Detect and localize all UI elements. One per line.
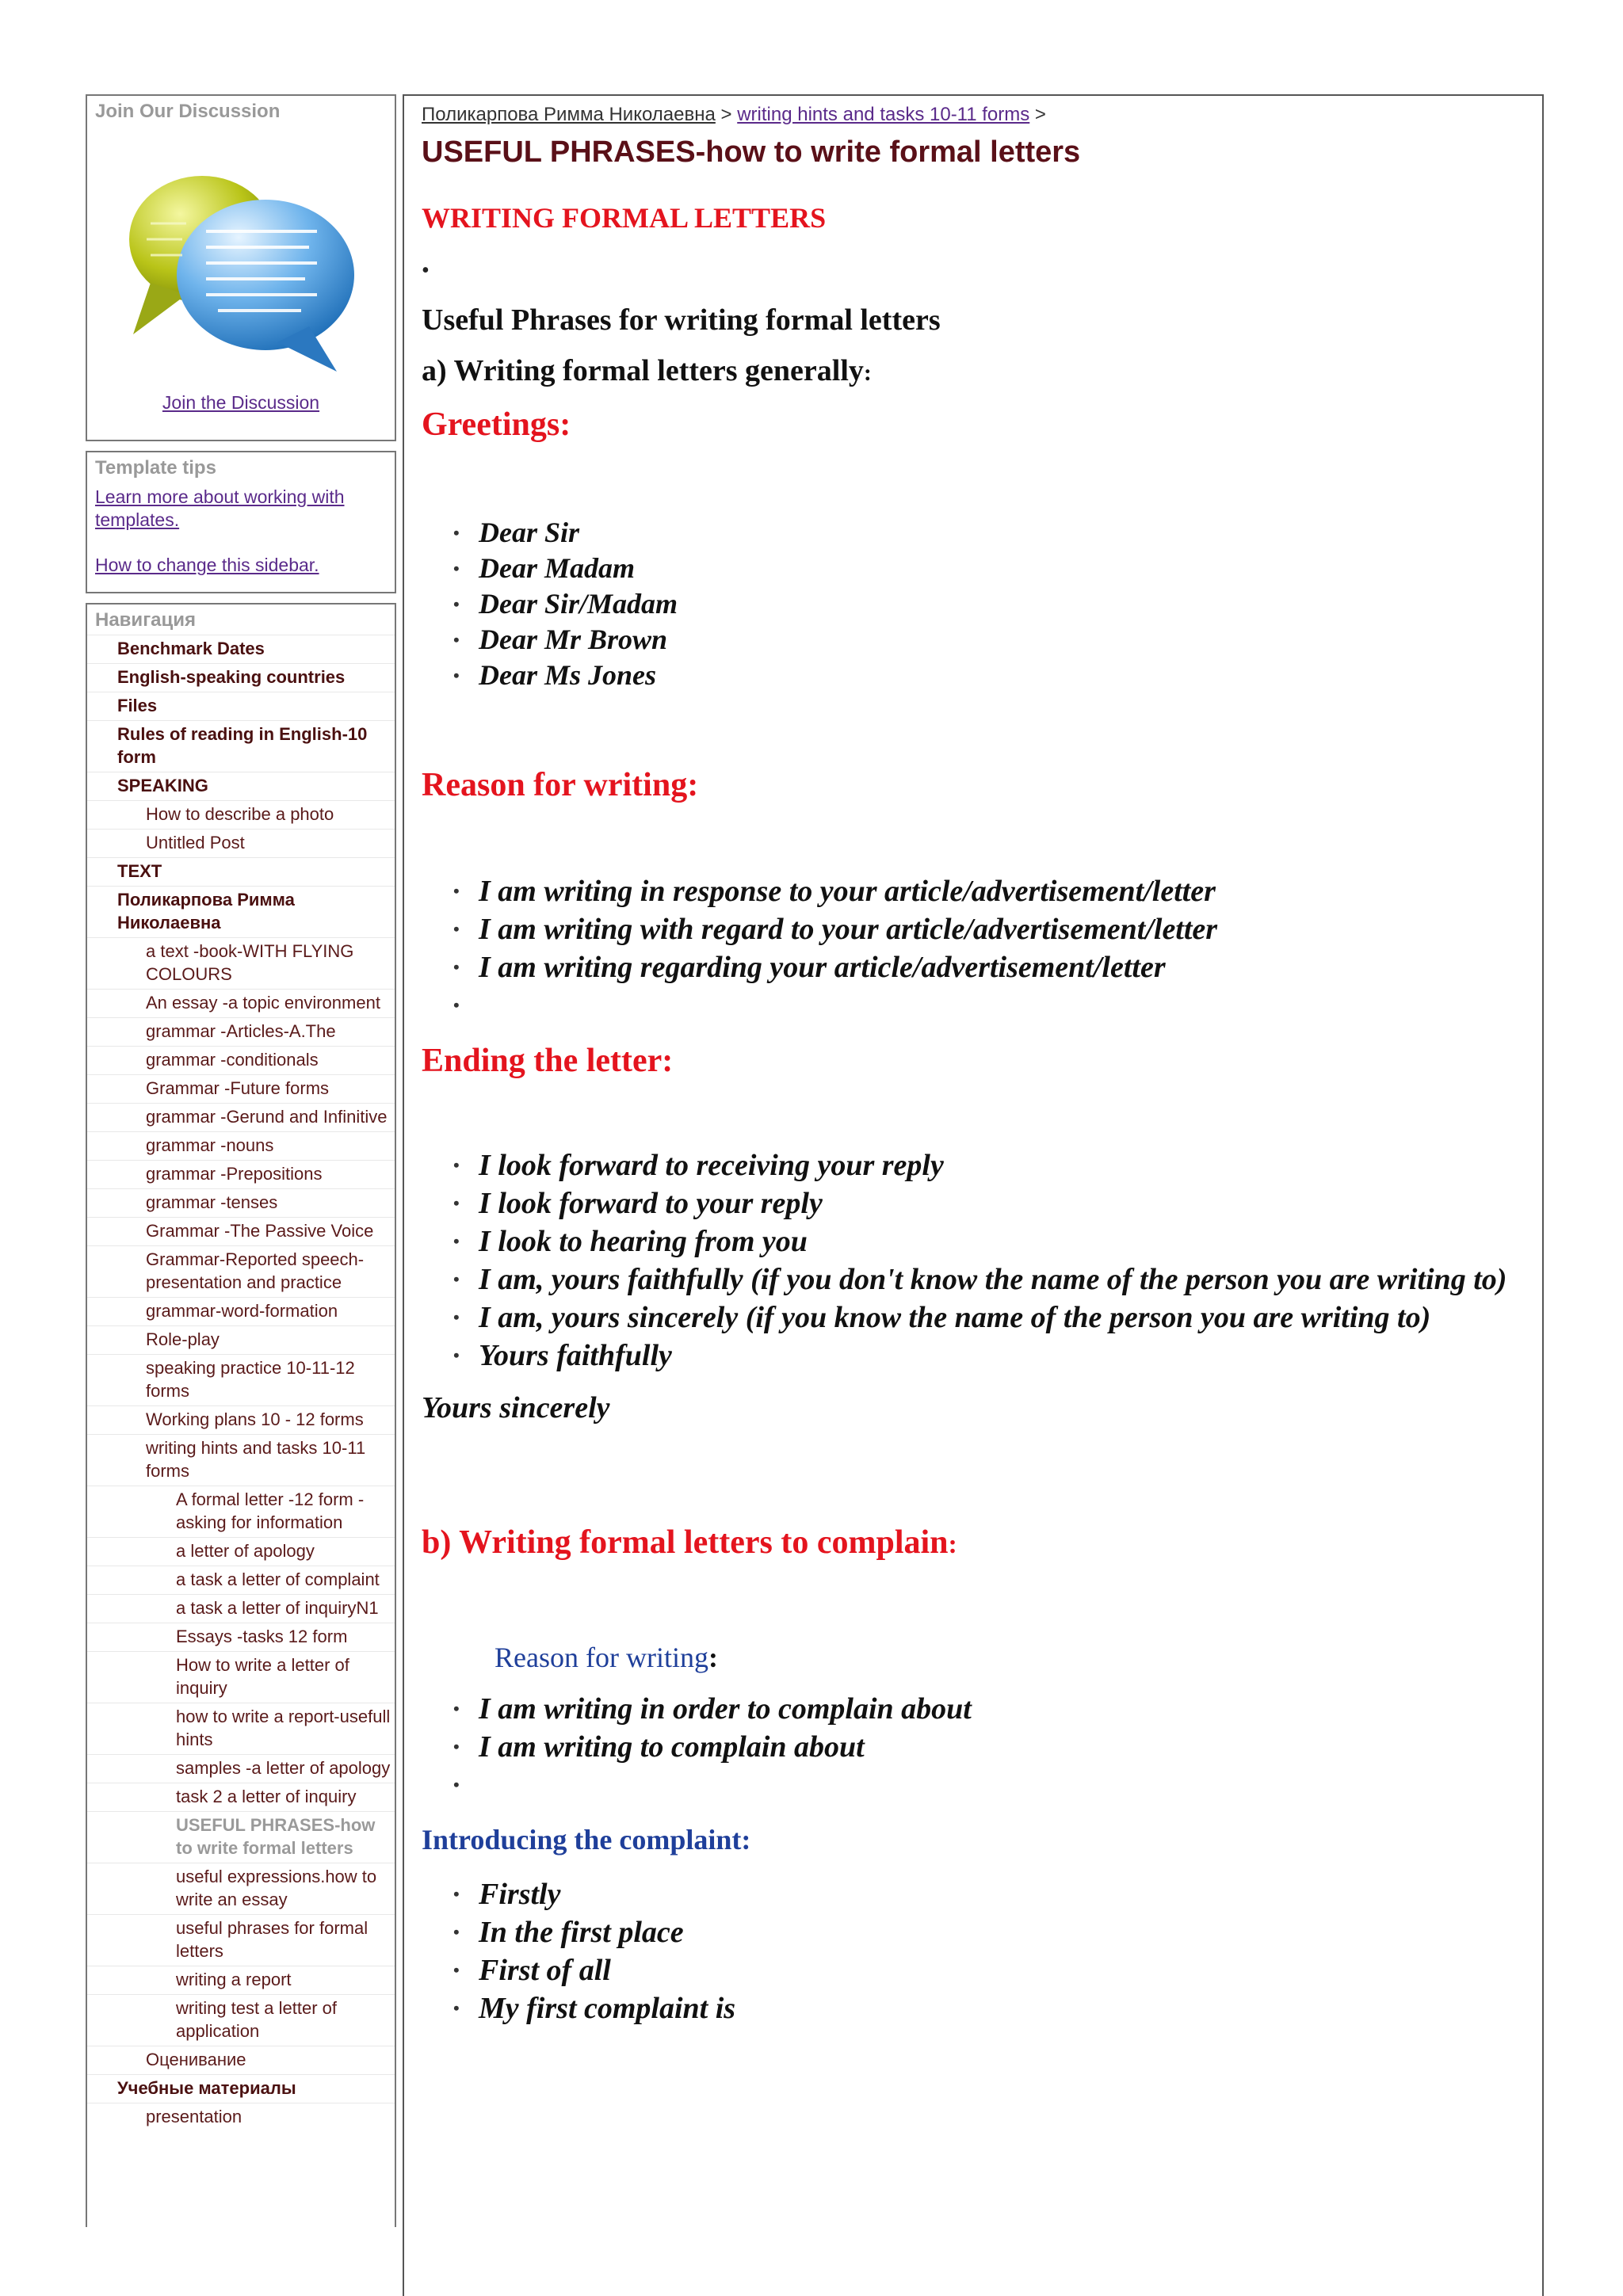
nav-item[interactable]: Поликарпова Римма Николаевна: [87, 886, 395, 937]
list-item: • I look forward to your reply: [453, 1184, 1525, 1222]
complain-reason-heading: Reason for writing:: [495, 1642, 718, 1673]
template-tips-title: Template tips: [95, 457, 216, 479]
list-item: • I am, yours faithfully (if you don't know the name of the person you are writing to): [453, 1261, 1525, 1299]
nav-item[interactable]: useful expressions.how to write an essay: [87, 1863, 395, 1914]
change-sidebar-link[interactable]: How to change this sidebar.: [95, 555, 319, 575]
list-item: • My first complaint is: [453, 1989, 1525, 2027]
list-item: • I am, yours sincerely (if you know the name of the person you are writing to): [453, 1299, 1525, 1337]
nav-item[interactable]: useful phrases for formal letters: [87, 1914, 395, 1966]
nav-item[interactable]: a task a letter of complaint: [87, 1566, 395, 1594]
list-item: [453, 1766, 1525, 1804]
nav-item[interactable]: grammar-word-formation: [87, 1297, 395, 1325]
list-item: • Yours faithfully: [453, 1337, 1525, 1375]
yours-sincerely-text: Yours sincerely: [422, 1391, 610, 1425]
nav-item[interactable]: a text -book-WITH FLYING COLOURS: [87, 937, 395, 989]
section-a-heading: a) Writing formal letters generally:: [422, 354, 872, 387]
section-b-heading: b) Writing formal letters to complain:: [422, 1524, 957, 1561]
list-item: • I am writing to complain about: [453, 1728, 1525, 1766]
list-item: • Dear Sir/Madam: [453, 586, 1525, 622]
breadcrumb-parent-link[interactable]: writing hints and tasks 10-11 forms: [737, 104, 1030, 125]
navigation-title: Навигация: [95, 609, 197, 631]
breadcrumb-separator: >: [715, 104, 738, 125]
sidebar: [86, 94, 396, 2227]
list-item: [453, 986, 1525, 1024]
nav-item[interactable]: Rules of reading in English-10 form: [87, 720, 395, 772]
nav-item[interactable]: grammar -conditionals: [87, 1046, 395, 1074]
breadcrumb-home-link[interactable]: Поликарпова Римма Николаевна: [422, 104, 716, 125]
nav-item[interactable]: presentation: [87, 2103, 395, 2131]
nav-item[interactable]: SPEAKING: [87, 772, 395, 800]
list-item: • I am writing with regard to your article/advertisement/letter: [453, 910, 1525, 948]
list-item: • Dear Madam: [453, 551, 1525, 586]
nav-item[interactable]: speaking practice 10-11-12 forms: [87, 1354, 395, 1405]
useful-phrases-heading: Useful Phrases for writing formal letters: [422, 303, 941, 337]
nav-item[interactable]: Files: [87, 692, 395, 720]
nav-item[interactable]: Working plans 10 - 12 forms: [87, 1405, 395, 1434]
breadcrumb: [422, 96, 1525, 126]
nav-item[interactable]: How to write a letter of inquiry: [87, 1651, 395, 1703]
nav-item[interactable]: How to describe a photo: [87, 800, 395, 829]
nav-item[interactable]: a letter of apology: [87, 1537, 395, 1566]
discussion-widget: [86, 94, 396, 441]
nav-item[interactable]: English-speaking countries: [87, 663, 395, 692]
greetings-heading: Greetings:: [422, 406, 571, 443]
chat-bubbles-icon: [119, 164, 365, 386]
complain-reason-list: [453, 1690, 1525, 1804]
discussion-title: Join Our Discussion: [95, 101, 281, 122]
list-item: • I am writing regarding your article/advertisement/letter: [453, 948, 1525, 986]
nav-item[interactable]: Benchmark Dates: [87, 635, 395, 663]
nav-item[interactable]: grammar -Articles-A.The: [87, 1017, 395, 1046]
main-content: [403, 94, 1544, 2296]
nav-item[interactable]: writing hints and tasks 10-11 forms: [87, 1434, 395, 1486]
list-item: • Dear Mr Brown: [453, 622, 1525, 658]
writing-formal-letters-heading: WRITING FORMAL LETTERS: [422, 202, 827, 234]
join-discussion-link[interactable]: Join the Discussion: [162, 392, 320, 413]
list-item: • I am writing in response to your article/advertisement/letter: [453, 872, 1525, 910]
navigation-list: [87, 631, 395, 2131]
page-title: USEFUL PHRASES-how to write formal letters: [422, 135, 1081, 169]
nav-item[interactable]: Учебные материалы: [87, 2074, 395, 2103]
nav-item[interactable]: A formal letter -12 form - asking for information: [87, 1486, 395, 1537]
nav-item[interactable]: task 2 a letter of inquiry: [87, 1783, 395, 1811]
list-item: • I am writing in order to complain about: [453, 1690, 1525, 1728]
nav-item[interactable]: Grammar -Future forms: [87, 1074, 395, 1103]
ending-heading: Ending the letter:: [422, 1043, 674, 1079]
template-tips-widget: [86, 451, 396, 593]
introducing-complaint-heading: Introducing the complaint:: [422, 1824, 751, 1855]
nav-item[interactable]: grammar -Prepositions: [87, 1160, 395, 1188]
list-item: • First of all: [453, 1951, 1525, 1989]
reason-list: [453, 872, 1525, 1024]
list-item: • I look to hearing from you: [453, 1222, 1525, 1261]
greetings-list: [453, 515, 1525, 693]
list-item: • Dear Sir: [453, 515, 1525, 551]
nav-item[interactable]: writing a report: [87, 1966, 395, 1994]
list-item: • In the first place: [453, 1913, 1525, 1951]
list-item: • Firstly: [453, 1875, 1525, 1913]
introducing-list: [453, 1875, 1525, 2027]
list-item: • Dear Ms Jones: [453, 658, 1525, 693]
nav-item[interactable]: USEFUL PHRASES-how to write formal letters: [87, 1811, 395, 1863]
nav-item[interactable]: Role-play: [87, 1325, 395, 1354]
learn-templates-link[interactable]: Learn more about working with templates.: [95, 486, 345, 530]
nav-item[interactable]: TEXT: [87, 857, 395, 886]
nav-item[interactable]: grammar -tenses: [87, 1188, 395, 1217]
navigation-widget: [86, 603, 396, 2227]
nav-item[interactable]: Essays -tasks 12 form: [87, 1623, 395, 1651]
nav-item[interactable]: Grammar -The Passive Voice: [87, 1217, 395, 1245]
nav-item[interactable]: grammar -nouns: [87, 1131, 395, 1160]
nav-item[interactable]: writing test a letter of application: [87, 1994, 395, 2046]
ending-list: [453, 1146, 1525, 1375]
bullet-dot: •: [422, 258, 430, 283]
list-item: • I look forward to receiving your reply: [453, 1146, 1525, 1184]
nav-item[interactable]: Оценивание: [87, 2046, 395, 2074]
nav-item[interactable]: grammar -Gerund and Infinitive: [87, 1103, 395, 1131]
nav-item[interactable]: how to write a report-usefull hints: [87, 1703, 395, 1754]
breadcrumb-separator: >: [1029, 104, 1046, 125]
nav-item[interactable]: Grammar-Reported speech-presentation and practice: [87, 1245, 395, 1297]
nav-item[interactable]: a task a letter of inquiryN1: [87, 1594, 395, 1623]
nav-item[interactable]: Untitled Post: [87, 829, 395, 857]
nav-item[interactable]: samples -a letter of apology: [87, 1754, 395, 1783]
reason-heading: Reason for writing:: [422, 767, 699, 803]
nav-item[interactable]: An essay -a topic environment: [87, 989, 395, 1017]
